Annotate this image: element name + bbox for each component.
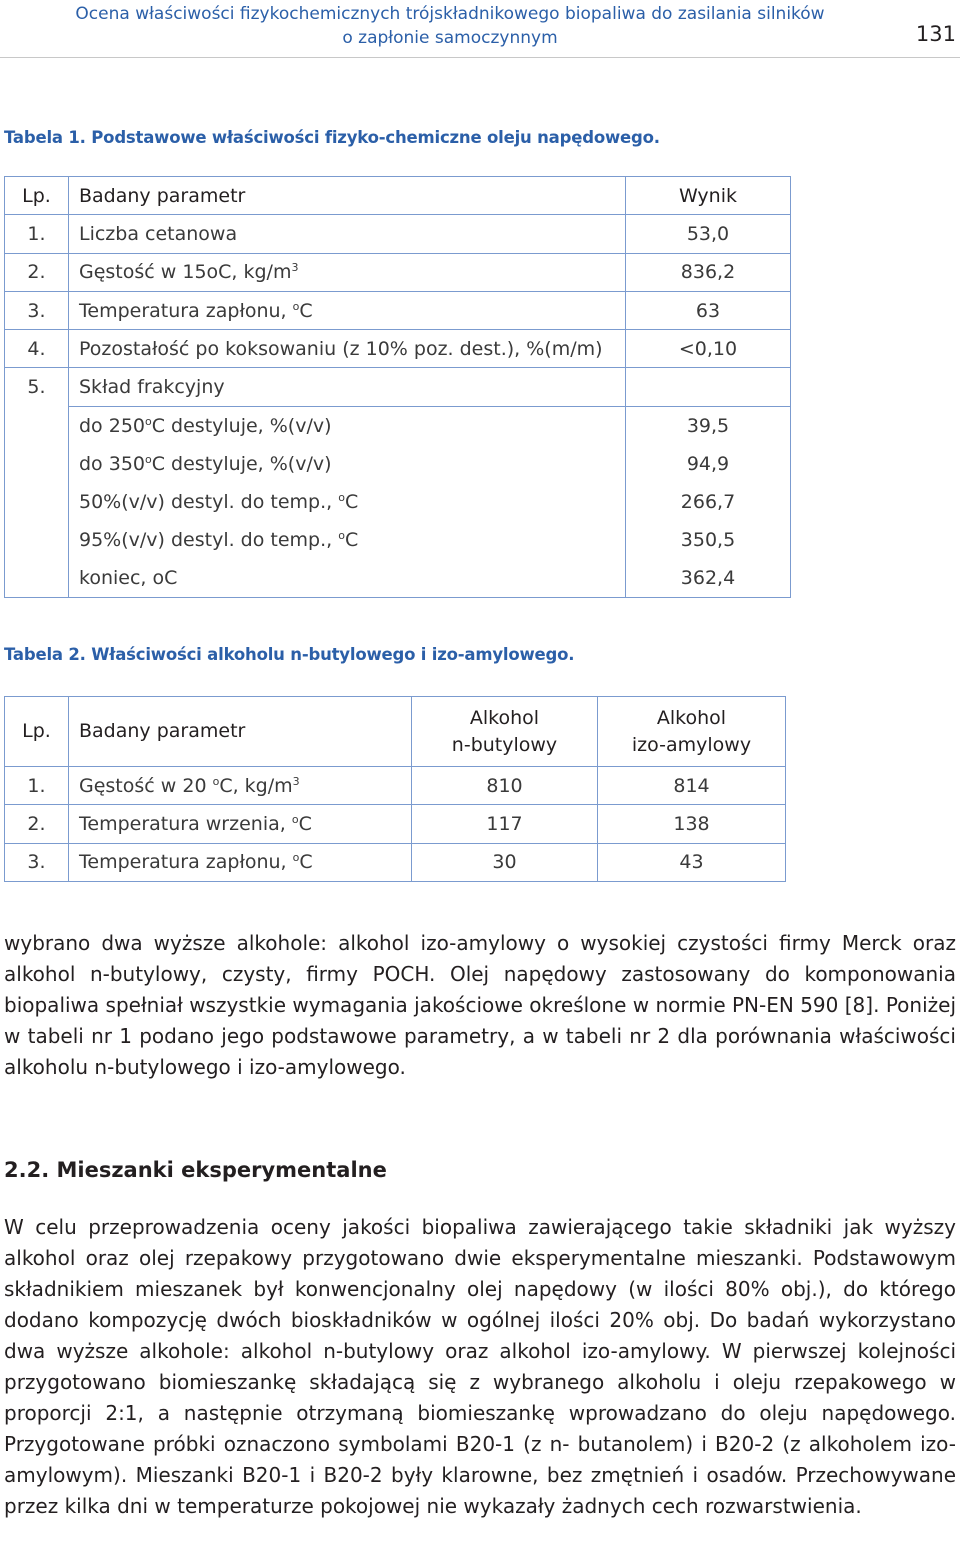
table2-header-isoamyl <box>598 697 786 767</box>
row-lp: 2. <box>5 805 69 843</box>
row-param <box>69 253 626 291</box>
param-text: Gęstość w 15oC, kg/m <box>79 261 292 284</box>
param-text: C, kg/m <box>219 774 293 797</box>
header-line: n-butylowy <box>451 733 558 756</box>
section-heading: 2.2. Mieszanki eksperymentalne <box>4 1158 387 1182</box>
row-value-nbutyl: 810 <box>412 767 598 805</box>
row-lp: 3. <box>5 843 69 881</box>
table-row <box>5 767 786 805</box>
body-paragraph-1: wybrano dwa wyższe alkohole: alkohol izo-amylowy o wysokiej czystości firmy Merck oraz alkohol n-butylowy, czysty, firmy POCH. Olej napędowy zastosowany do komponowania biopaliwa spełniał wszystkie wymagania jakościowe określone w normie PN-EN 590 [8]. Poniżej w tabeli nr 1 podano jego podstawowe parametry, a w tabeli nr 2 dla porównania właściwości alkoholu n-butylowego i izo-amylowego. <box>4 931 956 1079</box>
row-result: 53,0 <box>626 215 791 253</box>
row-value-isoamyl: 138 <box>598 805 786 843</box>
param-text: Gęstość w 20 <box>79 774 213 797</box>
row-lp <box>5 445 69 483</box>
running-header <box>0 0 960 58</box>
param-text: Temperatura zapłonu, <box>79 299 293 322</box>
row-param: Skład frakcyjny <box>69 368 626 406</box>
table1-header-param: Badany parametr <box>69 177 626 215</box>
param-text: C <box>344 491 359 514</box>
superscript: o <box>292 851 300 865</box>
table2 <box>4 696 786 882</box>
table-row <box>5 483 791 521</box>
row-lp <box>5 483 69 521</box>
row-result: <0,10 <box>626 330 791 368</box>
table1-caption: Tabela 1. Podstawowe właściwości fizyko-chemiczne oleju napędowego. <box>4 128 660 147</box>
row-param <box>69 843 412 881</box>
row-lp: 3. <box>5 291 69 329</box>
table-row <box>5 521 791 559</box>
table1 <box>4 176 791 598</box>
row-lp <box>5 521 69 559</box>
row-param <box>69 483 626 521</box>
param-text: Temperatura wrzenia, <box>79 812 292 835</box>
superscript: 3 <box>292 774 300 788</box>
row-result: 39,5 <box>626 406 791 444</box>
row-param: koniec, oC <box>69 559 626 597</box>
header-line: Alkohol <box>656 706 727 729</box>
row-lp: 2. <box>5 253 69 291</box>
superscript: 3 <box>291 261 299 275</box>
row-param <box>69 406 626 444</box>
superscript: o <box>338 529 345 543</box>
table-row <box>5 215 791 253</box>
row-param <box>69 445 626 483</box>
superscript: o <box>291 812 299 826</box>
page-number: 131 <box>915 22 956 46</box>
superscript: o <box>145 452 152 466</box>
row-lp: 1. <box>5 215 69 253</box>
table2-header-nbutyl <box>412 697 598 767</box>
param-text: C <box>299 851 313 874</box>
running-title-line2: o zapłonie samoczynnym <box>342 28 558 48</box>
row-value-isoamyl: 814 <box>598 767 786 805</box>
table1-header-row <box>5 177 791 215</box>
row-lp <box>5 559 69 597</box>
table-row <box>5 805 786 843</box>
table1-header-result: Wynik <box>626 177 791 215</box>
param-text: C <box>344 529 359 552</box>
row-lp: 1. <box>5 767 69 805</box>
row-result: 94,9 <box>626 445 791 483</box>
table-row <box>5 253 791 291</box>
param-text: 50%(v/v) destyl. do temp., <box>79 491 339 514</box>
row-result: 362,4 <box>626 559 791 597</box>
param-text: C <box>298 812 312 835</box>
table-row <box>5 406 791 444</box>
param-text: 95%(v/v) destyl. do temp., <box>79 529 339 552</box>
table2-header-lp: Lp. <box>5 697 69 767</box>
superscript: o <box>145 414 152 428</box>
body-paragraph-2: W celu przeprowadzenia oceny jakości biopaliwa zawierającego takie składniki jak wyższy alkohol oraz olej rzepakowy przygotowano dwie eksperymentalne mieszanki. Podstawowym składnikiem mieszanek był konwencjonalny olej napędowy (w ilości 80% obj.), do którego dodano kompozycję dwóch bioskładników w ogólnej ilości 20% obj. Do badań wykorzystano dwa wyższe alkohole: alkohol n-butylowy oraz alkohol izo-amylowy. W pierwszej kolejności przygotowano biomieszankę składającą się z wybranego alkoholu i oleju rzepakowego w proporcji 2:1, a następnie otrzymaną biomieszankę wprowadzano do oleju napędowego. Przygotowane próbki oznaczono symbolami B20-1 (z n- butanolem) i B20-2 (z alkoholem izo-amylowym). Mieszanki B20-1 i B20-2 były klarowne, bez zmętnień i osadów. Przechowywane przez kilka dni w temperaturze pokojowej nie wykazały żadnych cech rozwarstwienia. <box>4 1215 956 1518</box>
table-row <box>5 330 791 368</box>
row-result: 350,5 <box>626 521 791 559</box>
row-result <box>626 368 791 406</box>
row-value-isoamyl: 43 <box>598 843 786 881</box>
header-line: izo-amylowy <box>631 733 752 756</box>
header-line: Alkohol <box>469 706 540 729</box>
table-row <box>5 843 786 881</box>
superscript: o <box>338 491 345 505</box>
table-row <box>5 368 791 406</box>
row-param <box>69 291 626 329</box>
row-lp: 5. <box>5 368 69 406</box>
row-param: Pozostałość po koksowaniu (z 10% poz. dest.), %(m/m) <box>69 330 626 368</box>
table-row <box>5 559 791 597</box>
param-text: C destyluje, %(v/v) <box>151 414 332 437</box>
superscript: o <box>212 774 220 788</box>
param-text: do 350 <box>79 452 145 475</box>
param-text: C <box>299 299 313 322</box>
table1-header-lp: Lp. <box>5 177 69 215</box>
row-param: Liczba cetanowa <box>69 215 626 253</box>
param-text: C destyluje, %(v/v) <box>151 452 332 475</box>
param-text: Temperatura zapłonu, <box>79 851 293 874</box>
row-result: 266,7 <box>626 483 791 521</box>
row-value-nbutyl: 117 <box>412 805 598 843</box>
superscript: o <box>292 299 300 313</box>
running-title-line1: Ocena właściwości fizykochemicznych trójskładnikowego biopaliwa do zasilania silników <box>75 4 825 24</box>
row-param <box>69 805 412 843</box>
row-param <box>69 767 412 805</box>
row-value-nbutyl: 30 <box>412 843 598 881</box>
row-param <box>69 521 626 559</box>
row-result: 63 <box>626 291 791 329</box>
table2-header-row <box>5 697 786 767</box>
row-lp <box>5 406 69 444</box>
table-row <box>5 291 791 329</box>
table2-caption: Tabela 2. Właściwości alkoholu n-butylowego i izo-amylowego. <box>4 645 575 664</box>
table-row <box>5 445 791 483</box>
row-result: 836,2 <box>626 253 791 291</box>
table2-header-param: Badany parametr <box>69 697 412 767</box>
param-text: do 250 <box>79 414 145 437</box>
row-lp: 4. <box>5 330 69 368</box>
